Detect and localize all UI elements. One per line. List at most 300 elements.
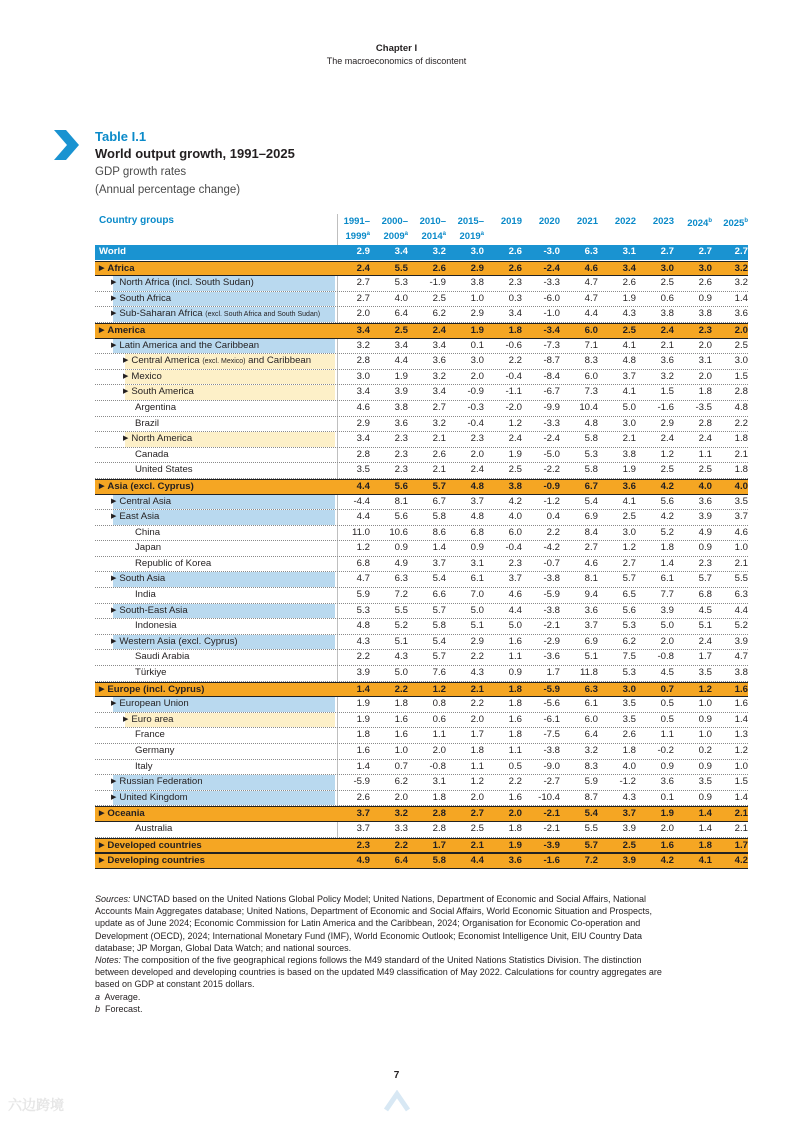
table-cell: 1.8 bbox=[734, 464, 748, 476]
column-header bbox=[558, 215, 598, 228]
growth-table bbox=[95, 245, 748, 869]
table-cell: 3.4 bbox=[356, 433, 370, 445]
table-row bbox=[95, 728, 748, 744]
table-row bbox=[95, 463, 748, 479]
table-cell: 2.0 bbox=[470, 370, 484, 382]
table-cell: 2.3 bbox=[508, 277, 522, 289]
table-cell: 4.6 bbox=[508, 589, 522, 601]
table-cell: 3.7 bbox=[356, 808, 370, 820]
table-cell: 2.0 bbox=[660, 822, 674, 834]
row-label: ▶ European Union bbox=[111, 698, 189, 710]
table-cell: -3.8 bbox=[543, 745, 560, 756]
table-cell: 2.9 bbox=[660, 417, 674, 429]
table-cell: 7.2 bbox=[584, 855, 598, 867]
table-cell: 7.1 bbox=[584, 339, 598, 351]
table-cell: 5.6 bbox=[394, 511, 408, 523]
table-cell: 1.9 bbox=[660, 808, 674, 820]
table-cell: 5.8 bbox=[432, 511, 446, 523]
table-row bbox=[95, 588, 748, 604]
table-cell: -0.2 bbox=[657, 745, 674, 756]
table-cell: 5.7 bbox=[432, 604, 446, 616]
table-cell: 3.3 bbox=[394, 822, 408, 834]
table-cell: 2.1 bbox=[660, 339, 674, 351]
table-cell: 4.6 bbox=[584, 262, 598, 274]
expand-arrow-icon: ▶ bbox=[111, 606, 117, 614]
table-cell: 5.0 bbox=[508, 620, 522, 632]
table-cell: 2.2 bbox=[470, 651, 484, 663]
column-header-line2: 2009$^a$ bbox=[383, 231, 408, 243]
table-cell: 2.1 bbox=[734, 808, 748, 820]
table-cell: 0.9 bbox=[698, 791, 712, 803]
table-cell: 1.4 bbox=[734, 292, 748, 304]
row-label: ▶ Mexico bbox=[123, 370, 162, 382]
row-label: ▶ South Africa bbox=[111, 292, 172, 304]
table-cell: 8.7 bbox=[584, 791, 598, 803]
table-cell: 4.8 bbox=[734, 401, 748, 413]
table-cell: 5.9 bbox=[584, 776, 598, 788]
table-cell: 2.7 bbox=[432, 401, 446, 413]
table-cell: 1.2 bbox=[698, 683, 712, 695]
table-cell: 3.2 bbox=[734, 262, 748, 274]
column-header: 2024$^b$ bbox=[687, 218, 712, 230]
table-cell: 4.0 bbox=[508, 511, 522, 523]
table-cell: 1.4 bbox=[356, 683, 370, 695]
table-cell: -3.5 bbox=[695, 401, 712, 413]
table-cell: 1.2 bbox=[356, 542, 370, 554]
column-header-line2: 1999$^a$ bbox=[345, 231, 370, 243]
table-notes bbox=[95, 893, 665, 1015]
table-cell: 3.1 bbox=[698, 355, 712, 367]
table-cell: 0.1 bbox=[470, 339, 484, 351]
table-cell: 1.3 bbox=[734, 729, 748, 741]
table-cell: 2.2 bbox=[394, 839, 408, 851]
table-cell: 6.9 bbox=[584, 511, 598, 523]
row-label: China bbox=[135, 526, 161, 538]
table-row bbox=[95, 385, 748, 401]
table-cell: 4.1 bbox=[622, 386, 636, 398]
table-cell: 0.5 bbox=[660, 698, 674, 710]
table-cell: 4.8 bbox=[470, 511, 484, 523]
table-cell: 1.0 bbox=[394, 745, 408, 756]
table-row bbox=[95, 572, 748, 588]
table-cell: 6.5 bbox=[622, 589, 636, 601]
table-cell: 0.9 bbox=[660, 760, 674, 772]
row-label: ▶ Central Asia bbox=[111, 495, 172, 507]
table-cell: 1.0 bbox=[698, 729, 712, 741]
table-cell: 6.1 bbox=[470, 573, 484, 585]
table-cell: 5.2 bbox=[734, 620, 748, 632]
table-cell: 4.6 bbox=[356, 401, 370, 413]
table-cell: 5.4 bbox=[584, 495, 598, 507]
table-cell: 2.0 bbox=[734, 324, 748, 336]
table-cell: 3.0 bbox=[470, 246, 484, 257]
watermark: 六边跨境 bbox=[8, 1097, 64, 1113]
table-cell: 3.7 bbox=[622, 370, 636, 382]
table-cell: 2.8 bbox=[356, 448, 370, 460]
table-cell: -5.9 bbox=[543, 683, 560, 695]
table-row bbox=[95, 635, 748, 651]
table-cell: 6.3 bbox=[584, 683, 598, 695]
table-cell: 3.1 bbox=[622, 246, 636, 257]
table-cell: 2.9 bbox=[470, 262, 484, 274]
row-label: ▶ Central America (excl. Mexico) and Caribbean bbox=[123, 355, 312, 367]
table-cell: -4.2 bbox=[543, 542, 560, 554]
table-cell: 2.9 bbox=[470, 635, 484, 647]
country-groups-header: Country groups bbox=[99, 215, 174, 226]
table-cell: 5.5 bbox=[584, 822, 598, 834]
expand-arrow-icon: ▶ bbox=[111, 294, 117, 302]
table-cell: 2.7 bbox=[584, 542, 598, 554]
table-cell: 2.8 bbox=[698, 417, 712, 429]
row-label: India bbox=[135, 589, 156, 601]
table-cell: 3.6 bbox=[734, 308, 748, 320]
table-cell: 1.5 bbox=[734, 776, 748, 788]
table-cell: 2.6 bbox=[432, 448, 446, 460]
table-cell: 5.3 bbox=[394, 277, 408, 289]
table-cell: 8.6 bbox=[432, 526, 446, 538]
table-cell: 4.9 bbox=[698, 526, 712, 538]
table-cell: 4.3 bbox=[356, 635, 370, 647]
table-cell: 4.5 bbox=[660, 667, 674, 679]
table-cell: -10.4 bbox=[538, 791, 560, 803]
column-header bbox=[596, 215, 636, 228]
table-row bbox=[95, 370, 748, 386]
table-cell: 1.0 bbox=[734, 760, 748, 772]
table-cell: 2.0 bbox=[470, 448, 484, 460]
table-cell: 4.9 bbox=[394, 557, 408, 569]
table-cell: -6.1 bbox=[543, 713, 560, 725]
table-row bbox=[95, 557, 748, 573]
table-cell: -5.9 bbox=[353, 776, 370, 788]
column-header bbox=[482, 215, 522, 228]
table-cell: 3.5 bbox=[734, 495, 748, 507]
table-cell: 2.5 bbox=[660, 464, 674, 476]
table-cell: -3.6 bbox=[543, 651, 560, 663]
column-header-line1: 2020 bbox=[538, 216, 560, 227]
table-cell: -5.9 bbox=[543, 589, 560, 601]
table-cell: 4.3 bbox=[394, 651, 408, 663]
table-cell: 2.4 bbox=[698, 433, 712, 445]
table-cell: 2.7 bbox=[660, 246, 674, 257]
table-row bbox=[95, 339, 748, 355]
table-row bbox=[95, 526, 748, 542]
expand-arrow-icon: ▶ bbox=[111, 575, 117, 583]
table-cell: -4.4 bbox=[353, 495, 370, 507]
table-cell: 4.3 bbox=[470, 667, 484, 679]
table-cell: -2.9 bbox=[543, 635, 560, 647]
table-cell: 3.6 bbox=[698, 495, 712, 507]
table-cell: 2.3 bbox=[698, 557, 712, 569]
table-cell: 11.8 bbox=[580, 667, 598, 679]
table-cell: 0.9 bbox=[698, 760, 712, 772]
table-cell: 1.5 bbox=[660, 386, 674, 398]
table-cell: 1.9 bbox=[622, 292, 636, 304]
table-cell: 6.7 bbox=[432, 495, 446, 507]
row-label: Italy bbox=[135, 760, 153, 772]
table-cell: 4.4 bbox=[356, 511, 370, 523]
table-cell: 1.8 bbox=[734, 433, 748, 445]
table-cell: 0.7 bbox=[660, 683, 674, 695]
table-cell: 1.7 bbox=[432, 839, 446, 851]
table-cell: 6.3 bbox=[394, 573, 408, 585]
table-cell: 2.9 bbox=[356, 246, 370, 257]
table-row bbox=[95, 432, 748, 448]
table-cell: 5.0 bbox=[394, 667, 408, 679]
table-cell: -1.1 bbox=[505, 386, 522, 398]
table-cell: 1.6 bbox=[734, 698, 748, 710]
table-cell: 7.0 bbox=[470, 589, 484, 601]
table-cell: 2.6 bbox=[622, 277, 636, 289]
column-header-line1: 2023 bbox=[652, 216, 674, 227]
table-cell: 2.4 bbox=[698, 635, 712, 647]
table-cell: 2.2 bbox=[470, 698, 484, 710]
expand-arrow-icon: ▶ bbox=[111, 497, 117, 505]
table-cell: 6.6 bbox=[432, 589, 446, 601]
table-cell: 6.3 bbox=[584, 246, 598, 257]
table-cell: 4.4 bbox=[394, 355, 408, 367]
table-cell: 6.4 bbox=[394, 308, 408, 320]
table-cell: 2.0 bbox=[432, 745, 446, 756]
table-cell: 3.7 bbox=[432, 557, 446, 569]
table-cell: 3.8 bbox=[660, 308, 674, 320]
column-header-line2: 2019$^a$ bbox=[459, 231, 484, 243]
expand-arrow-icon: ▶ bbox=[111, 341, 117, 349]
table-subtitle-2: (Annual percentage change) bbox=[95, 184, 241, 196]
table-cell: 0.6 bbox=[432, 713, 446, 725]
table-cell: 2.0 bbox=[660, 635, 674, 647]
row-label: ▶ America bbox=[99, 324, 146, 336]
table-cell: 3.2 bbox=[432, 246, 446, 257]
table-cell: -3.0 bbox=[543, 246, 560, 257]
table-cell: 7.3 bbox=[584, 386, 598, 398]
table-cell: 3.5 bbox=[698, 667, 712, 679]
table-row bbox=[95, 619, 748, 635]
table-cell: 2.5 bbox=[394, 324, 408, 336]
row-label: Republic of Korea bbox=[135, 557, 212, 569]
table-cell: 0.9 bbox=[698, 292, 712, 304]
table-cell: 5.3 bbox=[622, 620, 636, 632]
table-cell: 1.9 bbox=[470, 324, 484, 336]
table-cell: 1.2 bbox=[622, 542, 636, 554]
table-cell: 0.3 bbox=[508, 292, 522, 304]
table-cell: 3.8 bbox=[698, 308, 712, 320]
table-cell: 2.9 bbox=[356, 417, 370, 429]
table-cell: 2.5 bbox=[622, 511, 636, 523]
row-label: ▶ Developing countries bbox=[99, 855, 205, 867]
row-label: Indonesia bbox=[135, 620, 177, 632]
table-cell: 1.1 bbox=[432, 729, 446, 741]
table-row bbox=[95, 448, 748, 464]
table-cell: 4.8 bbox=[470, 480, 484, 492]
table-cell: 4.6 bbox=[734, 526, 748, 538]
table-cell: 3.4 bbox=[508, 308, 522, 320]
table-row bbox=[95, 838, 748, 854]
table-cell: 2.0 bbox=[698, 339, 712, 351]
table-cell: -7.3 bbox=[543, 339, 560, 351]
table-cell: 2.0 bbox=[356, 308, 370, 320]
table-cell: -3.8 bbox=[543, 604, 560, 616]
table-cell: 2.4 bbox=[432, 324, 446, 336]
column-header-line1: 2022 bbox=[614, 216, 636, 227]
table-cell: 5.4 bbox=[584, 808, 598, 820]
table-cell: 10.4 bbox=[579, 401, 598, 413]
table-cell: 2.3 bbox=[394, 464, 408, 476]
table-cell: 1.2 bbox=[470, 776, 484, 788]
expand-arrow-icon: ▶ bbox=[123, 372, 129, 380]
table-cell: 0.1 bbox=[660, 791, 674, 803]
table-cell: 2.1 bbox=[432, 433, 446, 445]
table-cell: 1.6 bbox=[660, 839, 674, 851]
table-cell: 3.6 bbox=[394, 417, 408, 429]
table-cell: 3.0 bbox=[734, 355, 748, 367]
table-cell: 3.4 bbox=[432, 386, 446, 398]
table-cell: 5.8 bbox=[584, 433, 598, 445]
table-cell: 2.5 bbox=[508, 464, 522, 476]
table-cell: 4.7 bbox=[734, 651, 748, 663]
table-cell: 1.6 bbox=[508, 635, 522, 647]
expand-arrow-icon: ▶ bbox=[123, 388, 129, 396]
table-cell: 2.2 bbox=[546, 526, 560, 538]
table-cell: 3.9 bbox=[698, 511, 712, 523]
table-cell: -0.3 bbox=[467, 401, 484, 413]
table-row bbox=[95, 276, 748, 292]
table-cell: 2.4 bbox=[508, 433, 522, 445]
table-row bbox=[95, 307, 748, 323]
table-row bbox=[95, 401, 748, 417]
table-cell: 3.2 bbox=[356, 339, 370, 351]
table-cell: 4.6 bbox=[584, 557, 598, 569]
table-row bbox=[95, 261, 748, 277]
table-cell: 3.6 bbox=[660, 776, 674, 788]
expand-arrow-icon: ▶ bbox=[123, 435, 129, 443]
table-cell: 3.2 bbox=[660, 370, 674, 382]
table-cell: 1.9 bbox=[356, 713, 370, 725]
table-cell: -1.9 bbox=[429, 277, 446, 289]
row-label: ▶ Euro area bbox=[123, 713, 174, 725]
table-cell: 5.0 bbox=[470, 604, 484, 616]
table-cell: 4.4 bbox=[356, 480, 370, 492]
table-cell: 3.7 bbox=[470, 495, 484, 507]
table-cell: 2.2 bbox=[508, 776, 522, 788]
table-cell: 3.4 bbox=[622, 262, 636, 274]
chapter-header bbox=[0, 43, 793, 67]
table-cell: 2.6 bbox=[432, 262, 446, 274]
table-cell: 2.5 bbox=[660, 277, 674, 289]
expand-arrow-icon: ▶ bbox=[99, 482, 105, 490]
table-cell: 2.5 bbox=[470, 822, 484, 834]
column-header-line1: 2010– bbox=[419, 216, 446, 227]
table-cell: 3.6 bbox=[622, 480, 636, 492]
table-cell: 1.6 bbox=[394, 713, 408, 725]
column-header bbox=[634, 215, 674, 228]
table-cell: 4.1 bbox=[622, 495, 636, 507]
table-cell: -2.0 bbox=[505, 401, 522, 413]
row-label: ▶ South Asia bbox=[111, 573, 166, 585]
table-cell: 0.9 bbox=[698, 542, 712, 554]
table-cell: 2.7 bbox=[356, 277, 370, 289]
table-cell: 1.8 bbox=[432, 791, 446, 803]
table-cell: 5.3 bbox=[356, 604, 370, 616]
row-label: ▶ Russian Federation bbox=[111, 776, 203, 788]
table-cell: -1.2 bbox=[543, 495, 560, 507]
table-cell: 3.8 bbox=[622, 448, 636, 460]
table-cell: 3.2 bbox=[432, 417, 446, 429]
table-cell: 6.2 bbox=[394, 776, 408, 788]
table-cell: 5.1 bbox=[394, 635, 408, 647]
table-cell: 2.8 bbox=[356, 355, 370, 367]
table-cell: 1.1 bbox=[660, 729, 674, 741]
table-cell: 6.0 bbox=[508, 526, 522, 538]
table-cell: 5.1 bbox=[470, 620, 484, 632]
column-header-line1: 2015– bbox=[457, 216, 484, 227]
table-cell: 2.0 bbox=[470, 713, 484, 725]
expand-arrow-icon: ▶ bbox=[99, 264, 105, 272]
row-label: Saudi Arabia bbox=[135, 651, 190, 663]
table-cell: 1.8 bbox=[660, 542, 674, 554]
table-cell: 3.6 bbox=[432, 355, 446, 367]
table-cell: 1.9 bbox=[508, 448, 522, 460]
table-cell: 2.0 bbox=[698, 370, 712, 382]
table-cell: 0.9 bbox=[394, 542, 408, 554]
table-cell: 4.0 bbox=[394, 292, 408, 304]
expand-arrow-icon: ▶ bbox=[123, 715, 129, 723]
chapter-subtitle: The macroeconomics of discontent bbox=[326, 56, 467, 66]
table-cell: 2.4 bbox=[660, 433, 674, 445]
table-cell: 5.1 bbox=[584, 651, 598, 663]
table-cell: 3.1 bbox=[470, 557, 484, 569]
table-cell: 4.4 bbox=[470, 855, 484, 867]
composition-note: Notes: The composition of the five geographical regions follows the M49 standard of the United Nations Statistics Division. The distinction between developed and developing countries is based on the updated M49 classification of May 2022. Calculations for country aggregates are based on GDP at constant 2015 dollars. bbox=[95, 955, 662, 990]
table-cell: -0.8 bbox=[657, 651, 674, 663]
table-cell: 5.6 bbox=[394, 480, 408, 492]
table-cell: -0.4 bbox=[467, 417, 484, 429]
page-number: 7 bbox=[393, 1070, 400, 1081]
table-cell: 2.6 bbox=[622, 729, 636, 741]
expand-arrow-icon: ▶ bbox=[111, 310, 117, 318]
table-row bbox=[95, 541, 748, 557]
table-cell: 4.8 bbox=[356, 620, 370, 632]
table-cell: 5.3 bbox=[584, 448, 598, 460]
table-cell: 1.5 bbox=[734, 370, 748, 382]
column-header-line1: 2024 bbox=[687, 218, 709, 230]
up-chevron-icon bbox=[384, 1090, 410, 1112]
table-cell: 5.8 bbox=[584, 464, 598, 476]
table-cell: 4.7 bbox=[356, 573, 370, 585]
table-cell: 8.4 bbox=[584, 526, 598, 538]
table-cell: 2.8 bbox=[734, 386, 748, 398]
table-cell: 2.4 bbox=[660, 324, 674, 336]
expand-arrow-icon: ▶ bbox=[111, 637, 117, 645]
table-cell: 1.4 bbox=[660, 557, 674, 569]
column-header: 2025$^b$ bbox=[723, 218, 748, 230]
table-cell: 0.5 bbox=[660, 713, 674, 725]
table-cell: 1.8 bbox=[470, 745, 484, 756]
table-cell: 2.2 bbox=[734, 417, 748, 429]
table-cell: -1.6 bbox=[657, 401, 674, 413]
table-cell: 4.0 bbox=[622, 760, 636, 772]
table-cell: 1.8 bbox=[356, 729, 370, 741]
table-cell: 3.9 bbox=[660, 604, 674, 616]
column-header bbox=[520, 215, 560, 228]
table-cell: 1.2 bbox=[508, 417, 522, 429]
table-cell: -0.9 bbox=[467, 386, 484, 398]
table-row bbox=[95, 744, 748, 760]
table-row bbox=[95, 650, 748, 666]
table-cell: -3.9 bbox=[543, 839, 560, 851]
row-label: ▶ North Africa (incl. South Sudan) bbox=[111, 277, 254, 289]
table-cell: 6.8 bbox=[698, 589, 712, 601]
table-cell: -0.6 bbox=[505, 339, 522, 351]
